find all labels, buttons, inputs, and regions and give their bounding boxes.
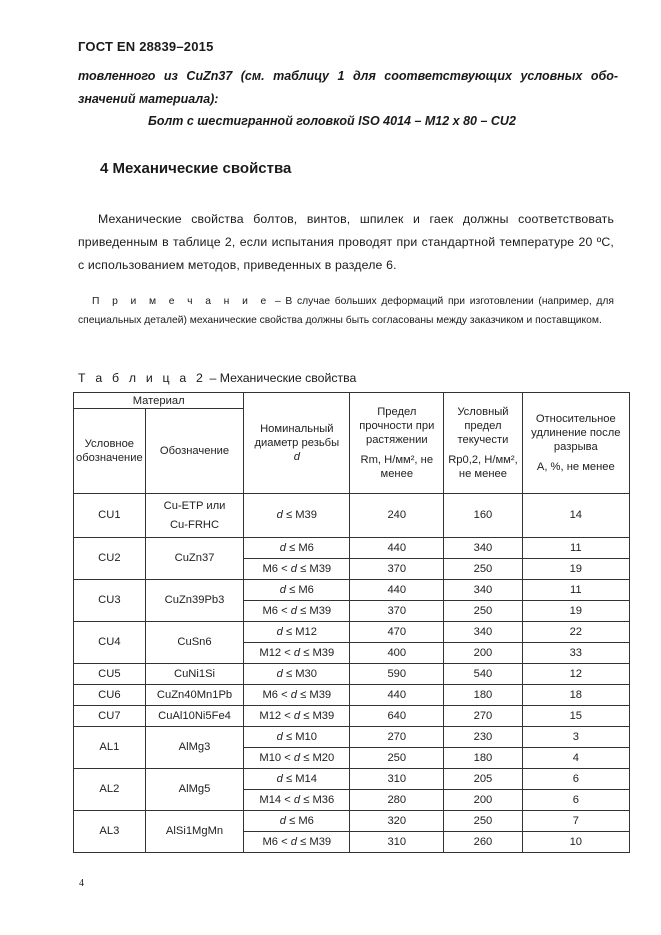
cell-strength: 590 bbox=[350, 664, 444, 685]
cell-diameter: d ≤ M39 bbox=[244, 494, 350, 538]
cell-diameter: d ≤ M6 bbox=[244, 580, 350, 601]
cell-elongation: 22 bbox=[522, 622, 629, 643]
cell-yield: 340 bbox=[444, 622, 522, 643]
cell-elongation: 3 bbox=[522, 727, 629, 748]
cell-strength: 440 bbox=[350, 538, 444, 559]
table-row bbox=[74, 538, 630, 559]
cell-code: CU1 bbox=[74, 494, 146, 538]
cell-yield: 200 bbox=[444, 790, 522, 811]
header-strength-unit: Rm, Н/мм², не менее bbox=[360, 454, 434, 480]
cell-elongation: 6 bbox=[522, 769, 629, 790]
cell-designation: AlSi1MgMn bbox=[145, 811, 244, 853]
header-yield-text: Условный предел текучести bbox=[457, 406, 509, 446]
cell-designation: CuAl10Ni5Fe4 bbox=[145, 706, 244, 727]
cell-diameter: M12 < d ≤ M39 bbox=[244, 643, 350, 664]
cell-strength: 270 bbox=[350, 727, 444, 748]
cell-yield: 250 bbox=[444, 601, 522, 622]
cell-yield: 180 bbox=[444, 748, 522, 769]
cell-diameter: d ≤ M10 bbox=[244, 727, 350, 748]
cell-yield: 540 bbox=[444, 664, 522, 685]
mechanical-properties-table bbox=[73, 392, 630, 853]
cell-yield: 270 bbox=[444, 706, 522, 727]
cell-yield: 205 bbox=[444, 769, 522, 790]
cell-diameter: d ≤ M30 bbox=[244, 664, 350, 685]
table-row bbox=[74, 769, 630, 790]
cell-designation: CuZn40Mn1Pb bbox=[145, 685, 244, 706]
cell-code: CU3 bbox=[74, 580, 146, 622]
header-diameter-text: Номинальный диаметр резьбы bbox=[254, 423, 340, 449]
cell-elongation: 18 bbox=[522, 685, 629, 706]
table-row bbox=[74, 622, 630, 643]
note-label: П р и м е ч а н и е bbox=[92, 296, 271, 307]
cell-elongation: 4 bbox=[522, 748, 629, 769]
table-caption-label: Т а б л и ц а 2 bbox=[78, 371, 207, 385]
cell-diameter: d ≤ M12 bbox=[244, 622, 350, 643]
cell-strength: 310 bbox=[350, 832, 444, 853]
table-row bbox=[74, 811, 630, 832]
cell-diameter: M6 < d ≤ M39 bbox=[244, 832, 350, 853]
intro-line-1: товленного из CuZn37 (см. таблицу 1 для соответствующих условных обо- bbox=[78, 69, 618, 83]
cell-designation: AlMg5 bbox=[145, 769, 244, 811]
page-number: 4 bbox=[79, 878, 84, 889]
table-caption bbox=[78, 371, 356, 385]
cell-code: AL2 bbox=[74, 769, 146, 811]
header-elongation-text: Относительное удлинение после разрыва bbox=[531, 413, 621, 453]
cell-strength: 250 bbox=[350, 748, 444, 769]
cell-elongation: 7 bbox=[522, 811, 629, 832]
cell-elongation: 15 bbox=[522, 706, 629, 727]
cell-code: CU6 bbox=[74, 685, 146, 706]
designation-example: Болт с шестигранной головкой ISO 4014 – М12 х 80 – CU2 bbox=[148, 114, 516, 128]
table-row bbox=[74, 494, 630, 538]
cell-yield: 340 bbox=[444, 580, 522, 601]
cell-diameter: M6 < d ≤ M39 bbox=[244, 559, 350, 580]
cell-elongation: 14 bbox=[522, 494, 629, 538]
note-paragraph bbox=[78, 292, 614, 330]
cell-designation: CuNi1Si bbox=[145, 664, 244, 685]
cell-elongation: 19 bbox=[522, 559, 629, 580]
cell-strength: 240 bbox=[350, 494, 444, 538]
cell-designation: Cu-ETP или Cu-FRHC bbox=[145, 494, 244, 538]
header-diameter-symbol: d bbox=[293, 451, 300, 463]
table-row bbox=[74, 664, 630, 685]
header-strength-text: Предел прочности при растяжении bbox=[359, 406, 435, 446]
cell-code: CU7 bbox=[74, 706, 146, 727]
cell-elongation: 11 bbox=[522, 538, 629, 559]
header-diameter bbox=[244, 393, 350, 494]
intro-line-2: значений материала): bbox=[78, 92, 219, 106]
cell-elongation: 33 bbox=[522, 643, 629, 664]
cell-elongation: 12 bbox=[522, 664, 629, 685]
cell-diameter: M6 < d ≤ M39 bbox=[244, 685, 350, 706]
cell-strength: 470 bbox=[350, 622, 444, 643]
table-row bbox=[74, 706, 630, 727]
header-yield bbox=[444, 393, 522, 494]
header-designation-short: Условное обозначение bbox=[74, 409, 146, 494]
cell-designation: CuSn6 bbox=[145, 622, 244, 664]
cell-strength: 320 bbox=[350, 811, 444, 832]
cell-diameter: d ≤ M14 bbox=[244, 769, 350, 790]
note-text: – В случае больших деформаций при изготовлении (например, для специальных деталей) механические свойства должны быть согласованы между заказчиком и поставщиком. bbox=[78, 296, 614, 326]
header-yield-unit: Rp0,2, Н/мм², не менее bbox=[448, 454, 518, 480]
cell-yield: 250 bbox=[444, 559, 522, 580]
cell-yield: 250 bbox=[444, 811, 522, 832]
header-elongation bbox=[522, 393, 629, 494]
cell-diameter: M6 < d ≤ M39 bbox=[244, 601, 350, 622]
cell-diameter: M14 < d ≤ M36 bbox=[244, 790, 350, 811]
cell-strength: 640 bbox=[350, 706, 444, 727]
section-title: 4 Механические свойства bbox=[100, 160, 292, 177]
cell-designation: CuZn39Pb3 bbox=[145, 580, 244, 622]
cell-strength: 440 bbox=[350, 580, 444, 601]
cell-strength: 310 bbox=[350, 769, 444, 790]
cell-strength: 370 bbox=[350, 559, 444, 580]
cell-code: CU2 bbox=[74, 538, 146, 580]
cell-yield: 260 bbox=[444, 832, 522, 853]
cell-yield: 340 bbox=[444, 538, 522, 559]
cell-yield: 180 bbox=[444, 685, 522, 706]
cell-yield: 230 bbox=[444, 727, 522, 748]
table-body bbox=[74, 494, 630, 853]
cell-diameter: d ≤ M6 bbox=[244, 811, 350, 832]
cell-strength: 440 bbox=[350, 685, 444, 706]
cell-yield: 160 bbox=[444, 494, 522, 538]
cell-designation: CuZn37 bbox=[145, 538, 244, 580]
table-row bbox=[74, 580, 630, 601]
header-elongation-unit: А, %, не менее bbox=[536, 461, 615, 473]
cell-code: CU4 bbox=[74, 622, 146, 664]
cell-strength: 370 bbox=[350, 601, 444, 622]
cell-elongation: 6 bbox=[522, 790, 629, 811]
table-caption-title: – Механические свойства bbox=[206, 371, 357, 385]
table-row bbox=[74, 685, 630, 706]
cell-strength: 280 bbox=[350, 790, 444, 811]
cell-code: CU5 bbox=[74, 664, 146, 685]
cell-elongation: 10 bbox=[522, 832, 629, 853]
cell-code: AL3 bbox=[74, 811, 146, 853]
cell-designation: AlMg3 bbox=[145, 727, 244, 769]
cell-elongation: 19 bbox=[522, 601, 629, 622]
cell-diameter: M12 < d ≤ M39 bbox=[244, 706, 350, 727]
header-strength bbox=[350, 393, 444, 494]
cell-diameter: d ≤ M6 bbox=[244, 538, 350, 559]
cell-code: AL1 bbox=[74, 727, 146, 769]
cell-diameter: M10 < d ≤ M20 bbox=[244, 748, 350, 769]
cell-strength: 400 bbox=[350, 643, 444, 664]
table-row bbox=[74, 727, 630, 748]
cell-yield: 200 bbox=[444, 643, 522, 664]
header-material: Материал bbox=[74, 393, 244, 409]
body-paragraph: Механические свойства болтов, винтов, шпилек и гаек должны соответствовать приведенным в таблице 2, если испытания проводят при стандартной температуре 20 ºС, с использованием методов, приведенных в разделе 6. bbox=[78, 212, 614, 272]
cell-elongation: 11 bbox=[522, 580, 629, 601]
document-header: ГОСТ EN 28839–2015 bbox=[78, 39, 214, 54]
header-designation: Обозначение bbox=[145, 409, 244, 494]
